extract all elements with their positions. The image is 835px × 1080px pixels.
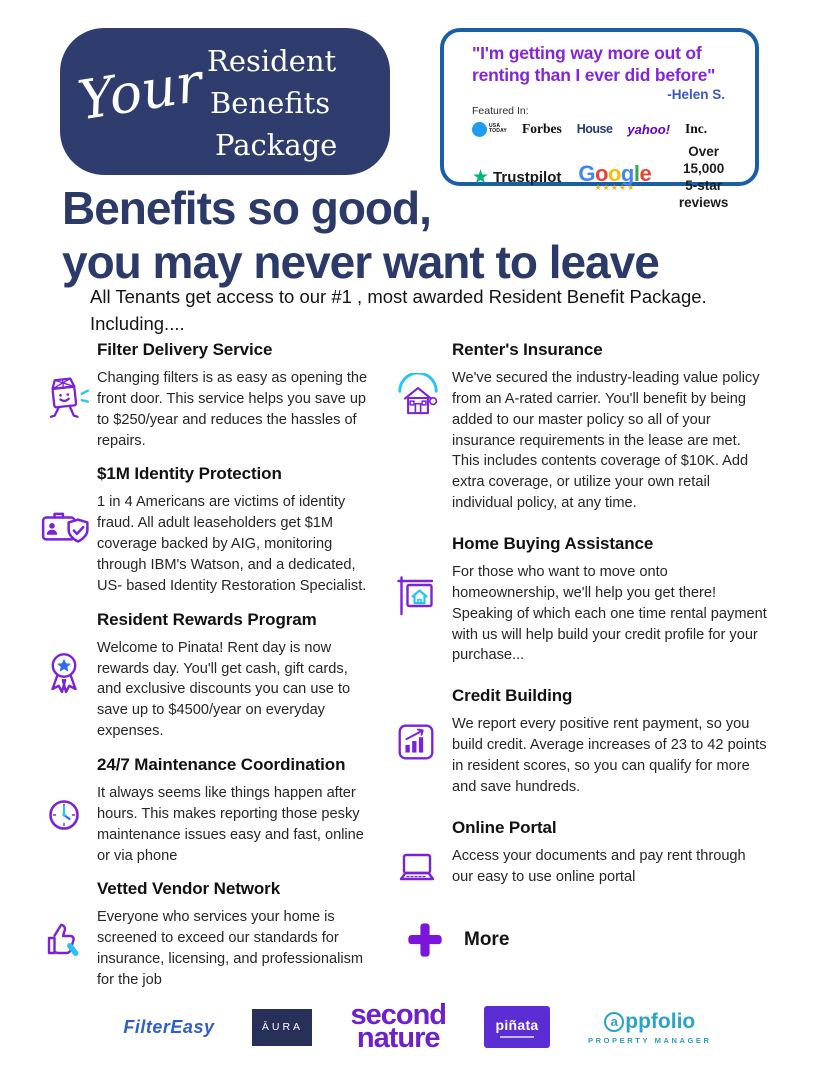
pinata-logo: [484, 1006, 550, 1048]
appfolio-a-icon: a: [604, 1012, 624, 1032]
benefits-column-right: [393, 340, 767, 960]
filtereasy-logo: FilterEasy: [123, 1016, 215, 1037]
google-letter: g: [620, 161, 634, 187]
forbes-logo: Forbes: [521, 121, 562, 137]
benefit-title: Vetted Vendor Network: [97, 879, 281, 899]
benefit-title: Resident Rewards Program: [97, 609, 317, 629]
thumbs-up-icon: [40, 915, 97, 990]
section-identity-protection: [40, 464, 373, 596]
google-stars-icon: ★★★★★: [594, 183, 636, 193]
trustpilot-label: Trustpilot: [493, 169, 562, 187]
appfolio-wordmark: ppfolio: [625, 1009, 696, 1033]
benefit-body: For those who want to move onto homeownership, we'll help you get there! Speaking of which each one time rental payment with us will help build your credit profile for your purchase...: [452, 564, 767, 664]
google-letter: l: [633, 161, 640, 187]
second-nature-line2: nature: [356, 1022, 440, 1054]
clock-icon: [40, 791, 97, 866]
trustpilot-star-icon: ★: [472, 167, 490, 189]
house-rainbow-icon: [393, 373, 452, 514]
press-logo-row: [472, 121, 739, 137]
laptop-icon: [393, 846, 452, 894]
section-vendor-network: [40, 879, 373, 990]
plus-icon: [405, 920, 445, 960]
sale-sign-icon: [393, 572, 452, 666]
filter-box-icon: [40, 373, 97, 451]
section-renters-insurance: [393, 340, 767, 514]
featured-in-label: Featured In:: [472, 105, 529, 118]
more-label: More: [464, 928, 510, 950]
usa-today-logo: [472, 122, 507, 137]
appfolio-logo: [588, 1010, 712, 1045]
section-more: [405, 920, 767, 960]
google-letter: e: [639, 161, 652, 187]
section-online-portal: [393, 818, 767, 894]
benefit-title: 24/7 Maintenance Coordination: [97, 755, 346, 775]
section-home-buying: [393, 534, 767, 666]
yahoo-logo: yahoo!: [627, 121, 671, 137]
benefit-body: We've secured the industry-leading value policy from an A-rated carrier. You'll benefit by being added to our master policy so all of your insurance requirements in the lease are met. This includes contents coverage of $10K. Add extra coverage, or utilize your own retail individual policy, at any time.: [452, 370, 760, 512]
testimonial-attribution: -Helen S.: [667, 87, 725, 103]
benefit-title: Filter Delivery Service: [97, 340, 273, 359]
reviews-count-line2: 5-star reviews: [678, 177, 729, 210]
google-letter: G: [578, 161, 595, 187]
subtitle: All Tenants get access to our #1 , most awarded Resident Benefit Package. Including....: [90, 286, 707, 334]
badge-line-resident: Resident: [207, 44, 337, 78]
reviews-count-line1: Over 15,000: [682, 144, 725, 176]
benefit-title: Credit Building: [452, 686, 573, 706]
section-maintenance: [40, 755, 373, 866]
bar-chart-icon: [393, 719, 452, 797]
inc-logo: Inc.: [685, 121, 708, 137]
section-resident-rewards: [40, 610, 373, 742]
benefit-body: 1 in 4 Americans are victims of identity fraud. All adult leaseholders get $1M coverage backed by AIG, monitoring through IBM's Watson, and a dedicated, US- based Identity Restoration Specialist.: [97, 494, 367, 594]
house-logo: House: [576, 122, 613, 137]
badge-script-your: Your: [73, 50, 207, 133]
aura-logo: ĀURA: [252, 1009, 312, 1046]
award-rosette-icon: [40, 648, 97, 742]
headline-line2: you may never want to leave: [62, 236, 659, 288]
usa-today-text: USA: [489, 122, 501, 129]
headline-line1: Benefits so good,: [62, 182, 431, 234]
google-letter: o: [607, 161, 621, 187]
testimonial-quote-line1: "I'm getting way more out of: [472, 43, 702, 63]
benefit-body: Access your documents and pay rent through our easy to use online portal: [452, 847, 746, 885]
pinata-tagline-bar: [500, 1036, 534, 1038]
benefit-title: Renter's Insurance: [452, 340, 603, 359]
second-nature-line1: second: [350, 998, 446, 1031]
benefits-column-left: [40, 340, 373, 1004]
testimonial-quote-line2: renting than I ever did before": [472, 65, 716, 86]
google-letter: o: [595, 161, 608, 187]
testimonial-box: [440, 28, 759, 210]
main-headline: [62, 181, 659, 289]
badge-line-benefits: Benefits: [210, 86, 331, 120]
usa-today-circle-icon: [472, 122, 487, 137]
appfolio-subtitle: PROPERTY MANAGER: [588, 1035, 712, 1045]
section-credit-building: [393, 686, 767, 797]
benefit-title: Online Portal: [452, 817, 557, 837]
second-nature-logo: [350, 998, 446, 1054]
resident-benefits-badge: [60, 28, 390, 175]
benefit-body: We report every positive rent payment, so you build credit. Average increases of 23 to 42 points in resident scores, so you can qualify for more and save hundreds.: [452, 716, 767, 795]
pinata-wordmark: piñata: [495, 1016, 539, 1033]
partner-logos-row: [0, 997, 835, 1057]
id-card-shield-icon: [40, 504, 97, 596]
benefit-title: $1M Identity Protection: [97, 464, 282, 484]
benefit-body: Changing filters is as easy as opening the front door. This service helps you save up to $250/year and reduces the hassles of repairs.: [97, 370, 368, 449]
badge-line-package: Package: [215, 128, 338, 162]
benefit-body: Welcome to Pinata! Rent day is now rewards day. You'll get cash, gift cards, and exclusive discounts you can use to save up to $4500/year on everyday expenses.: [97, 639, 351, 740]
benefit-title: Home Buying Assistance: [452, 534, 654, 554]
benefit-body: Everyone who services your home is screened to exceed our standards for insurance, licensing, and professionalism for the job: [97, 909, 364, 989]
benefit-body: It always seems like things happen after hours. This makes reporting those pesky maintenance issues easy and fast, online or via phone: [97, 785, 364, 864]
section-filter-delivery: [40, 340, 373, 451]
usa-today-text2: TODAY: [489, 128, 507, 135]
